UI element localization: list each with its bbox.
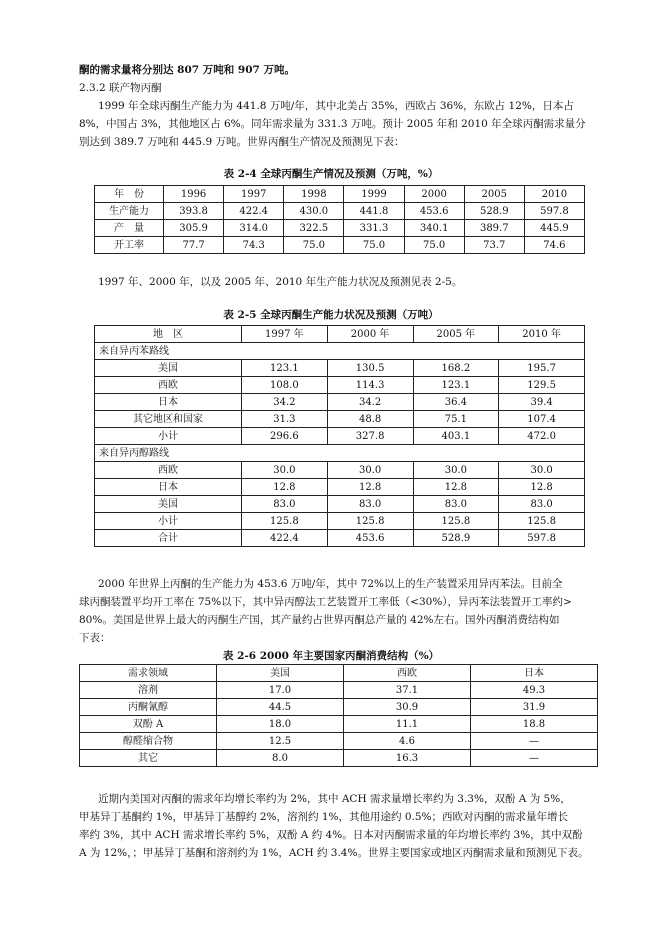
cell: 30.9 bbox=[344, 699, 471, 716]
row-label: 生产能力 bbox=[95, 203, 164, 220]
header-cell: 1997 年 bbox=[242, 326, 328, 343]
row-label: 开工率 bbox=[95, 237, 164, 254]
cell: 83.0 bbox=[242, 496, 328, 513]
row-label: 美国 bbox=[95, 496, 242, 513]
cell: 125.8 bbox=[242, 513, 328, 530]
cell: — bbox=[471, 750, 598, 767]
table25 bbox=[94, 325, 585, 547]
cell: 31.3 bbox=[242, 411, 328, 428]
intro-line: 酮的需求量将分别达 807 万吨和 907 万吨。 bbox=[79, 64, 295, 76]
cell: 31.9 bbox=[471, 699, 598, 716]
row-label: 小计 bbox=[95, 428, 242, 445]
header-cell: 1999 bbox=[344, 186, 404, 203]
table-row bbox=[95, 479, 585, 496]
cell: 430.0 bbox=[284, 203, 344, 220]
para4-line: 近期内美国对丙酮的需求年均增长率约为 2%，其中 ACH 需求量增长率约为 3.3%，双酚 A 为 5%， bbox=[98, 793, 571, 805]
cell: 123.1 bbox=[242, 360, 328, 377]
cell: 107.4 bbox=[499, 411, 585, 428]
cell: 108.0 bbox=[242, 377, 328, 394]
table25-caption: 表 2-5 全球丙酮生产能力状况及预测（万吨） bbox=[223, 309, 439, 321]
table-row bbox=[95, 496, 585, 513]
cell: 11.1 bbox=[344, 716, 471, 733]
table-row bbox=[95, 394, 585, 411]
cell: 445.9 bbox=[524, 220, 584, 237]
header-cell: 西欧 bbox=[344, 665, 471, 682]
cell: 75.0 bbox=[284, 237, 344, 254]
cell: 327.8 bbox=[327, 428, 413, 445]
cell: 389.7 bbox=[464, 220, 524, 237]
cell: 83.0 bbox=[413, 496, 499, 513]
row-label: 丙酮氰醇 bbox=[80, 699, 217, 716]
table-row bbox=[80, 699, 598, 716]
cell: 48.8 bbox=[327, 411, 413, 428]
table26 bbox=[79, 664, 598, 767]
cell: 30.0 bbox=[242, 462, 328, 479]
cell: 296.6 bbox=[242, 428, 328, 445]
cell: 73.7 bbox=[464, 237, 524, 254]
cell: 74.6 bbox=[524, 237, 584, 254]
cell: 44.5 bbox=[217, 699, 344, 716]
cell: 305.9 bbox=[164, 220, 224, 237]
cell: 4.6 bbox=[344, 733, 471, 750]
cell: 12.8 bbox=[413, 479, 499, 496]
cell: 12.8 bbox=[327, 479, 413, 496]
cell: 441.8 bbox=[344, 203, 404, 220]
table25-header bbox=[95, 326, 585, 343]
cell: 49.3 bbox=[471, 682, 598, 699]
section-heading: 2.3.2 联产物丙酮 bbox=[79, 82, 162, 94]
table-row bbox=[95, 513, 585, 530]
cell: 83.0 bbox=[499, 496, 585, 513]
cell: 322.5 bbox=[284, 220, 344, 237]
cell: 83.0 bbox=[327, 496, 413, 513]
cell: 12.8 bbox=[499, 479, 585, 496]
cell: 30.0 bbox=[499, 462, 585, 479]
row-label: 西欧 bbox=[95, 377, 242, 394]
table-row bbox=[95, 462, 585, 479]
cell: 75.0 bbox=[404, 237, 464, 254]
row-label: 合计 bbox=[95, 530, 242, 547]
header-cell: 需求领域 bbox=[80, 665, 217, 682]
table-row bbox=[95, 237, 585, 254]
cell: 528.9 bbox=[413, 530, 499, 547]
group-row bbox=[95, 445, 585, 462]
row-label: 日本 bbox=[95, 479, 242, 496]
row-label: 双酚 A bbox=[80, 716, 217, 733]
header-cell: 年 份 bbox=[95, 186, 164, 203]
header-cell: 日本 bbox=[471, 665, 598, 682]
cell: 75.1 bbox=[413, 411, 499, 428]
cell: 16.3 bbox=[344, 750, 471, 767]
table24 bbox=[94, 185, 585, 254]
group-label: 来自异丙苯路线 bbox=[95, 343, 585, 360]
cell: 12.5 bbox=[217, 733, 344, 750]
cell: 331.3 bbox=[344, 220, 404, 237]
cell: 393.8 bbox=[164, 203, 224, 220]
header-cell: 1997 bbox=[224, 186, 284, 203]
cell: 18.8 bbox=[471, 716, 598, 733]
table-row bbox=[80, 682, 598, 699]
table26-caption: 表 2-6 2000 年主要国家丙酮消费结构（%） bbox=[222, 650, 440, 662]
cell: 39.4 bbox=[499, 394, 585, 411]
para3-line: 2000 年世界上丙酮的生产能力为 453.6 万吨/年，其中 72%以上的生产装置采用异丙苯法。目前全 bbox=[98, 578, 563, 590]
header-cell: 1998 bbox=[284, 186, 344, 203]
row-label: 小计 bbox=[95, 513, 242, 530]
para4-line: A 为 12%，；甲基异丁基酮和溶剂约为 1%，ACH 约 3.4%。世界主要国家或地区丙酮需求量和预测见下表。 bbox=[79, 847, 589, 859]
table-row bbox=[95, 360, 585, 377]
para1-line: 别达到 389.7 万吨和 445.9 万吨。世界丙酮生产情况及预测见下表： bbox=[79, 136, 405, 148]
table-row bbox=[95, 530, 585, 547]
cell: 8.0 bbox=[217, 750, 344, 767]
header-cell: 2000 年 bbox=[327, 326, 413, 343]
table-row bbox=[95, 377, 585, 394]
cell: 74.3 bbox=[224, 237, 284, 254]
cell: 17.0 bbox=[217, 682, 344, 699]
cell: 472.0 bbox=[499, 428, 585, 445]
header-cell: 2005 bbox=[464, 186, 524, 203]
cell: 125.8 bbox=[413, 513, 499, 530]
row-label: 西欧 bbox=[95, 462, 242, 479]
cell: 422.4 bbox=[224, 203, 284, 220]
cell: 37.1 bbox=[344, 682, 471, 699]
cell: 422.4 bbox=[242, 530, 328, 547]
group-label: 来自异丙醇路线 bbox=[95, 445, 585, 462]
table26-header bbox=[80, 665, 598, 682]
table-row bbox=[95, 203, 585, 220]
cell: 30.0 bbox=[413, 462, 499, 479]
cell: 125.8 bbox=[327, 513, 413, 530]
cell: — bbox=[471, 733, 598, 750]
row-label: 溶剂 bbox=[80, 682, 217, 699]
para1-line: 8%，中国占 3%，其他地区占 6%。同年需求量为 331.3 万吨。预计 2005 年和 2010 年全球丙酮需求量分 bbox=[79, 118, 586, 130]
table-row bbox=[80, 733, 598, 750]
cell: 12.8 bbox=[242, 479, 328, 496]
cell: 36.4 bbox=[413, 394, 499, 411]
cell: 195.7 bbox=[499, 360, 585, 377]
cell: 34.2 bbox=[327, 394, 413, 411]
cell: 77.7 bbox=[164, 237, 224, 254]
table24-caption: 表 2-4 全球丙酮生产情况及预测（万吨，%） bbox=[223, 168, 439, 180]
cell: 453.6 bbox=[327, 530, 413, 547]
table-row bbox=[95, 220, 585, 237]
row-label: 其它 bbox=[80, 750, 217, 767]
header-cell: 2010 年 bbox=[499, 326, 585, 343]
para3-line: 球丙酮装置平均开工率在 75%以下，其中异丙醇法工艺装置开工率低（<30%），异丙苯法装置开工率约> bbox=[79, 596, 572, 608]
group-row bbox=[95, 343, 585, 360]
header-cell: 1996 bbox=[164, 186, 224, 203]
cell: 403.1 bbox=[413, 428, 499, 445]
header-cell: 美国 bbox=[217, 665, 344, 682]
cell: 528.9 bbox=[464, 203, 524, 220]
cell: 30.0 bbox=[327, 462, 413, 479]
cell: 340.1 bbox=[404, 220, 464, 237]
header-cell: 2005 年 bbox=[413, 326, 499, 343]
para4-line: 甲基异丁基酮约 1%，甲基异丁基醇约 2%，溶剂约 1%，其他用途约 0.5%；西欧对丙酮的需求量年增长 bbox=[79, 811, 568, 823]
table-row bbox=[80, 716, 598, 733]
header-cell: 地 区 bbox=[95, 326, 242, 343]
cell: 75.0 bbox=[344, 237, 404, 254]
para2: 1997 年、2000 年，以及 2005 年、2010 年生产能力状况及预测见表 2-5。 bbox=[98, 276, 463, 288]
cell: 34.2 bbox=[242, 394, 328, 411]
header-cell: 2000 bbox=[404, 186, 464, 203]
cell: 597.8 bbox=[499, 530, 585, 547]
row-label: 日本 bbox=[95, 394, 242, 411]
row-label: 产 量 bbox=[95, 220, 164, 237]
cell: 168.2 bbox=[413, 360, 499, 377]
row-label: 美国 bbox=[95, 360, 242, 377]
cell: 123.1 bbox=[413, 377, 499, 394]
cell: 125.8 bbox=[499, 513, 585, 530]
cell: 18.0 bbox=[217, 716, 344, 733]
cell: 597.8 bbox=[524, 203, 584, 220]
row-label: 其它地区和国家 bbox=[95, 411, 242, 428]
table24-header bbox=[95, 186, 585, 203]
table-row bbox=[95, 411, 585, 428]
cell: 453.6 bbox=[404, 203, 464, 220]
cell: 314.0 bbox=[224, 220, 284, 237]
row-label: 醇醛缩合物 bbox=[80, 733, 217, 750]
table-row bbox=[80, 750, 598, 767]
cell: 114.3 bbox=[327, 377, 413, 394]
para1-line: 1999 年全球丙酮生产能力为 441.8 万吨/年，其中北美占 35%，西欧占 36%，东欧占 12%，日本占 bbox=[98, 100, 574, 112]
para4-line: 率约 3%，其中 ACH 需求增长率约 5%，双酚 A 约 4%。日本对丙酮需求量的年均增长率约 3%，其中双酚 bbox=[79, 829, 583, 841]
para3-line: 80%。美国是世界上最大的丙酮生产国，其产量约占世界丙酮总产量的 42%左右。国外丙酮消费结构如 bbox=[79, 614, 560, 626]
header-cell: 2010 bbox=[524, 186, 584, 203]
para3-line: 下表： bbox=[79, 632, 111, 644]
table-row bbox=[95, 428, 585, 445]
cell: 129.5 bbox=[499, 377, 585, 394]
cell: 130.5 bbox=[327, 360, 413, 377]
